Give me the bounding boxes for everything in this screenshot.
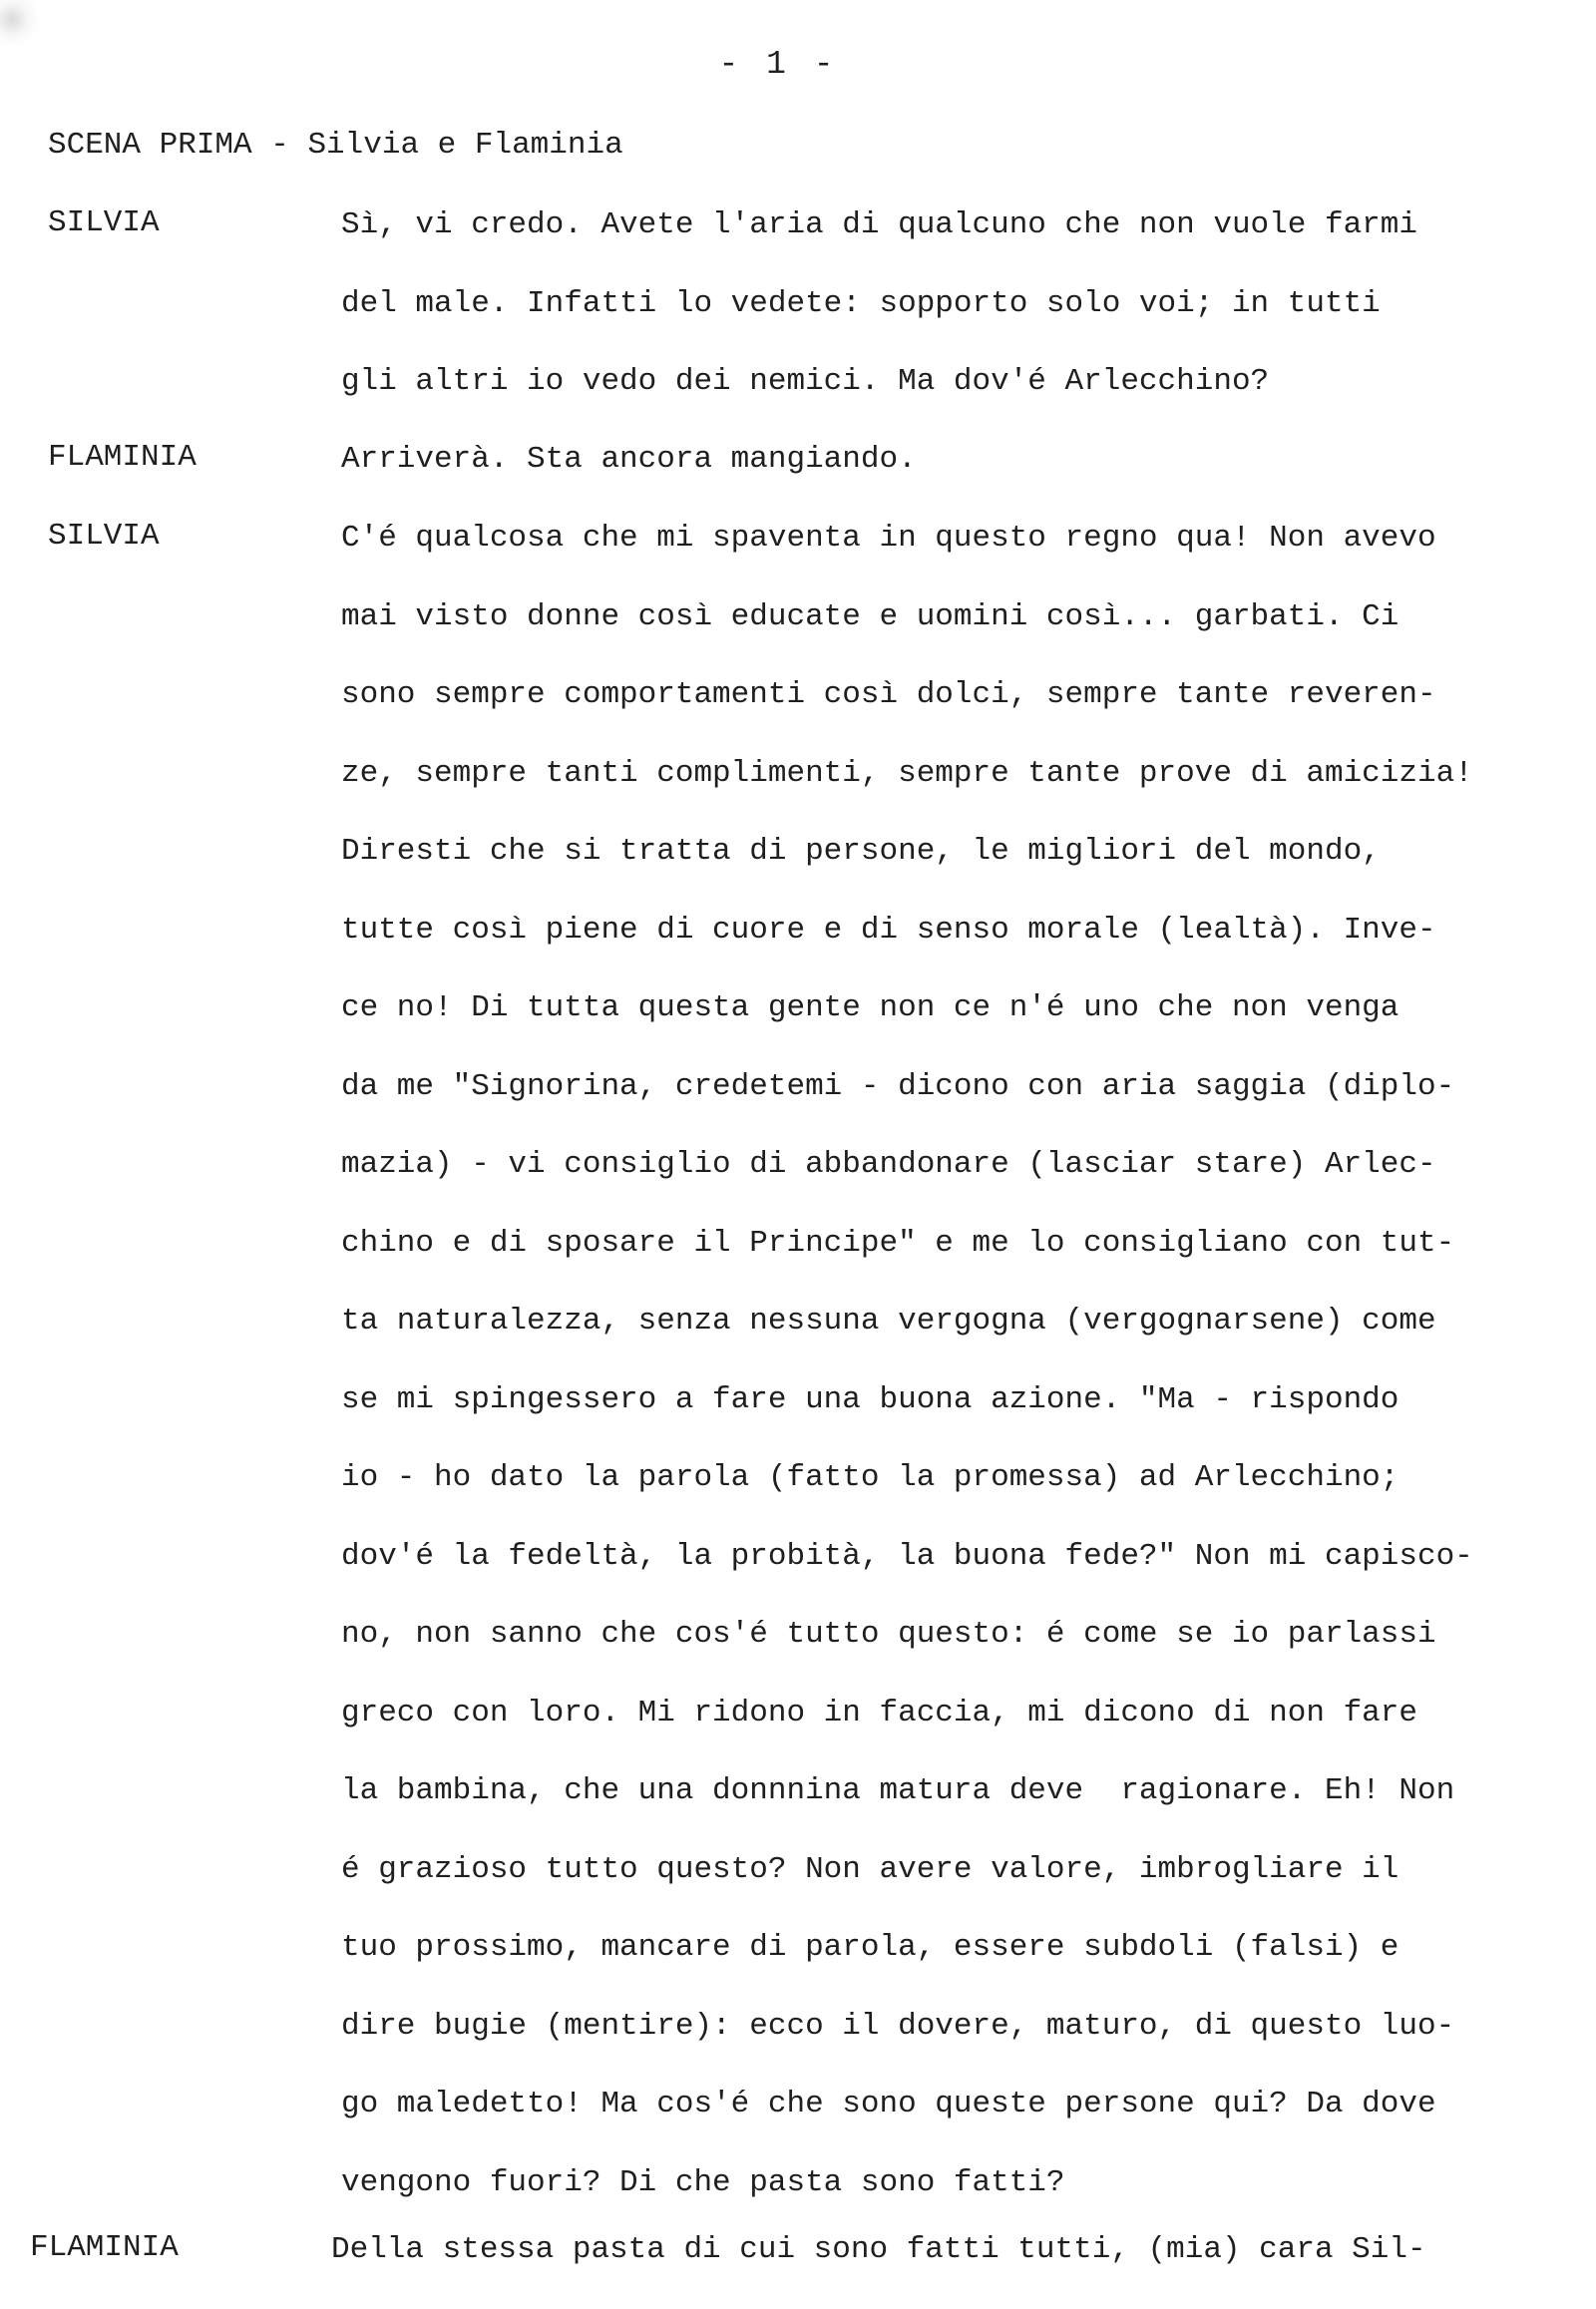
speech-line: chino e di sposare il Principe" e me lo consigliano con tut-	[341, 1225, 1455, 1261]
speech-line: ta naturalezza, senza nessuna vergogna (vergognarsene) come	[341, 1304, 1436, 1339]
speech-line: ce no! Di tutta questa gente non ce n'é uno che non venga	[341, 990, 1399, 1025]
speaker-name: FLAMINIA	[30, 2230, 179, 2265]
page-number: - 1 -	[718, 46, 838, 83]
speech-line: vengono fuori? Di che pasta sono fatti?	[341, 2164, 1065, 2200]
speech-line: Sì, vi credo. Avete l'aria di qualcuno che non vuole farmi	[341, 207, 1417, 242]
speech-line: Diresti che si tratta di persone, le migliori del mondo,	[341, 834, 1381, 869]
speech-line: del male. Infatti lo vedete: sopporto solo voi; in tutti	[341, 285, 1381, 321]
scan-artifact	[0, 0, 40, 48]
scene-heading: SCENA PRIMA - Silvia e Flaminia	[48, 128, 623, 163]
speech-line: da me "Signorina, credetemi - dicono con aria saggia (diplo-	[341, 1068, 1455, 1104]
speech-line: Arriverà. Sta ancora mangiando.	[341, 442, 917, 477]
speech-line: mai visto donne così educate e uomini così... garbati. Ci	[341, 598, 1399, 634]
speech-block	[341, 205, 1578, 441]
speech-line: mazia) - vi consiglio di abbandonare (lasciar stare) Arlec-	[341, 1147, 1436, 1182]
speech-line: go maledetto! Ma cos'é che sono queste persone qui? Da dove	[341, 2087, 1436, 2121]
speaker-name: SILVIA	[48, 519, 160, 554]
speech-line: Della stessa pasta di cui sono fatti tutti, (mia) cara Sil-	[331, 2232, 1426, 2267]
speech-block	[341, 440, 1578, 519]
speech-line: C'é qualcosa che mi spaventa in questo regno qua! Non avevo	[341, 521, 1436, 556]
speech-line: sono sempre comportamenti così dolci, sempre tante reveren-	[341, 677, 1436, 712]
speaker-name: SILVIA	[48, 205, 160, 240]
speech-line: io - ho dato la parola (fatto la promessa) ad Arlecchino;	[341, 1460, 1399, 1495]
speech-line: é grazioso tutto questo? Non avere valore, imbrogliare il	[341, 1851, 1399, 1887]
speech-line: tuo prossimo, mancare di parola, essere subdoli (falsi) e	[341, 1930, 1399, 1965]
speech-line: dire bugie (mentire): ecco il dovere, maturo, di questo luo-	[341, 2008, 1455, 2044]
speech-line: greco con loro. Mi ridono in faccia, mi dicono di non fare	[341, 1695, 1417, 1731]
speech-line: no, non sanno che cos'é tutto questo: é come se io parlassi	[341, 1617, 1436, 1652]
speech-line: la bambina, che una donnnina matura deve ragionare. Eh! Non	[341, 1773, 1455, 1808]
speech-line: se mi spingessero a fare una buona azione. "Ma - rispondo	[341, 1381, 1399, 1417]
speech-line: tutte così piene di cuore e di senso morale (lealtà). Inve-	[341, 912, 1436, 948]
speech-block	[331, 2230, 1568, 2309]
speech-line: ze, sempre tanti complimenti, sempre tante prove di amicizia!	[341, 755, 1473, 791]
speech-line: gli altri io vedo dei nemici. Ma dov'é Arlecchino?	[341, 364, 1270, 399]
speech-block	[341, 519, 1578, 2241]
speech-line: dov'é la fedeltà, la probità, la buona fede?" Non mi capisco-	[341, 1538, 1473, 1574]
speaker-name: FLAMINIA	[48, 440, 197, 475]
